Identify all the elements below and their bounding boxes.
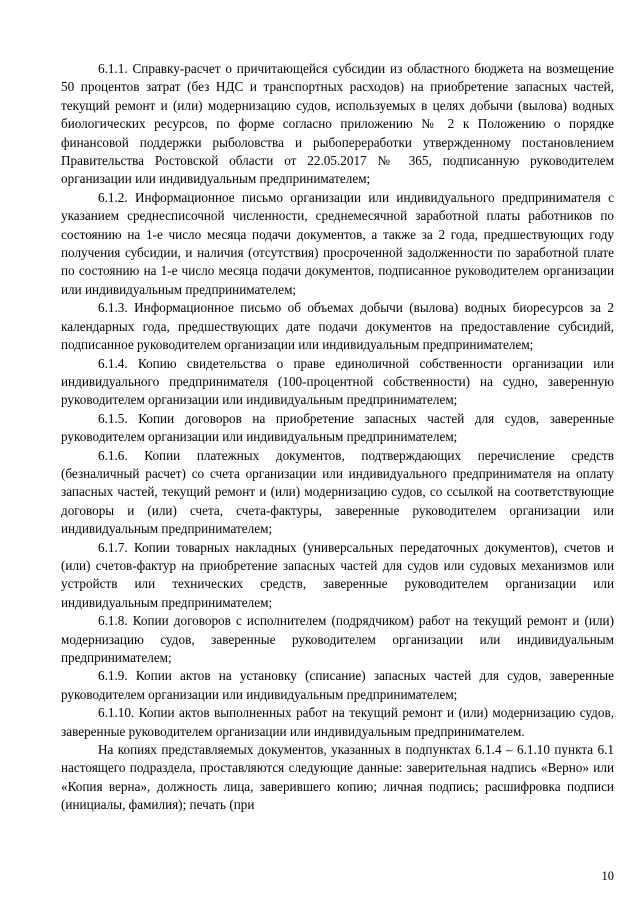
paragraph-6-1-5: 6.1.5. Копии договоров на приобретение запасных частей для судов, заверенные руководителем организации или индивидуальным предпринимателем; <box>61 410 614 445</box>
paragraph-6-1-4: 6.1.4. Копию свидетельства о праве единоличной собственности организации или индивидуального предпринимателя (100-процентной собственности) на судно, заверенную руководителем организации или индивидуальным предпринимателем; <box>61 355 614 408</box>
paragraph-6-1-8: 6.1.8. Копии договоров с исполнителем (подрядчиком) работ на текущий ремонт и (или) модернизацию судов, заверенные руководителем организации или индивидуальным предпринимателем; <box>61 613 614 665</box>
paragraph-6-1-10: 6.1.10. Копии актов выполненных работ на текущий ремонт и (или) модернизацию судов, заверенные руководителем организации или индивидуальным предпринимателем. <box>61 705 614 739</box>
paragraph-6-1-6: 6.1.6. Копии платежных документов, подтверждающих перечисление средств (безналичный расчет) со счета организации или индивидуального предпринимателя на оплату запасных частей, текущий ремонт и (или) модернизацию судов, со ссылкой на соответствующие договоры и (или) счета, счета-фактуры, заверенные руководителем организации или индивидуальным предпринимателем; <box>61 447 614 537</box>
page-number: 10 <box>601 869 614 883</box>
paragraph-6-1-2: 6.1.2. Информационное письмо организации или индивидуального предпринимателя с указанием среднесписочной численности, среднемесячной заработной платы работников по состоянию на 1-е число месяца подачи документов, а также за 2 года, предшествующих году получения субсидии, и наличия (отсутствия) просроченной задолженности по заработной плате по состоянию на 1-е число месяца подачи документов, подписанное руководителем организации или индивидуальным предпринимателем; <box>61 189 614 297</box>
paragraph-6-1-7: 6.1.7. Копии товарных накладных (универсальных передаточных документов), счетов и (или) счетов-фактур на приобретение запасных частей для судов или судовых механизмов или устройств или технических средств, заверенные руководителем организации или индивидуальным предпринимателем; <box>61 539 614 610</box>
paragraph-copies-note: На копиях представляемых документов, указанных в подпунктах 6.1.4 – 6.1.10 пункта 6.1 настоящего подраздела, проставляются следующие данные: заверительная надпись «Верно» или «Копия верна», должность лица, заверившего копию; личная подпись; расшифровка подписи (инициалы, фамилия); печать (при <box>61 742 614 813</box>
paragraph-6-1-1: 6.1.1. Справку-расчет о причитающейся субсидии из областного бюджета на возмещение 50 процентов затрат (без НДС и транспортных расходов) на приобретение запасных частей, текущий ремонт и (или) модернизацию судов, используемых в целях добычи (вылова) водных биологических ресурсов, по форме согласно приложению № 2 к Положению о порядке финансовой поддержки рыболовства и рыбопереработки утвержденному постановлением Правительства Ростовской области от 22.05.2017 № 365, подписанную руководителем организации или индивидуальным предпринимателем; <box>61 61 614 187</box>
paragraph-6-1-3: 6.1.3. Информационное письмо об объемах добычи (вылова) водных биоресурсов за 2 календарных года, предшествующих дате подачи документов на предоставление субсидий, подписанное руководителем организации или индивидуальным предпринимателем; <box>61 300 614 353</box>
paragraph-6-1-9: 6.1.9. Копии актов на установку (списание) запасных частей для судов, заверенные руководителем организации или индивидуальным предпринимателем; <box>61 668 614 702</box>
document-body <box>61 60 614 815</box>
